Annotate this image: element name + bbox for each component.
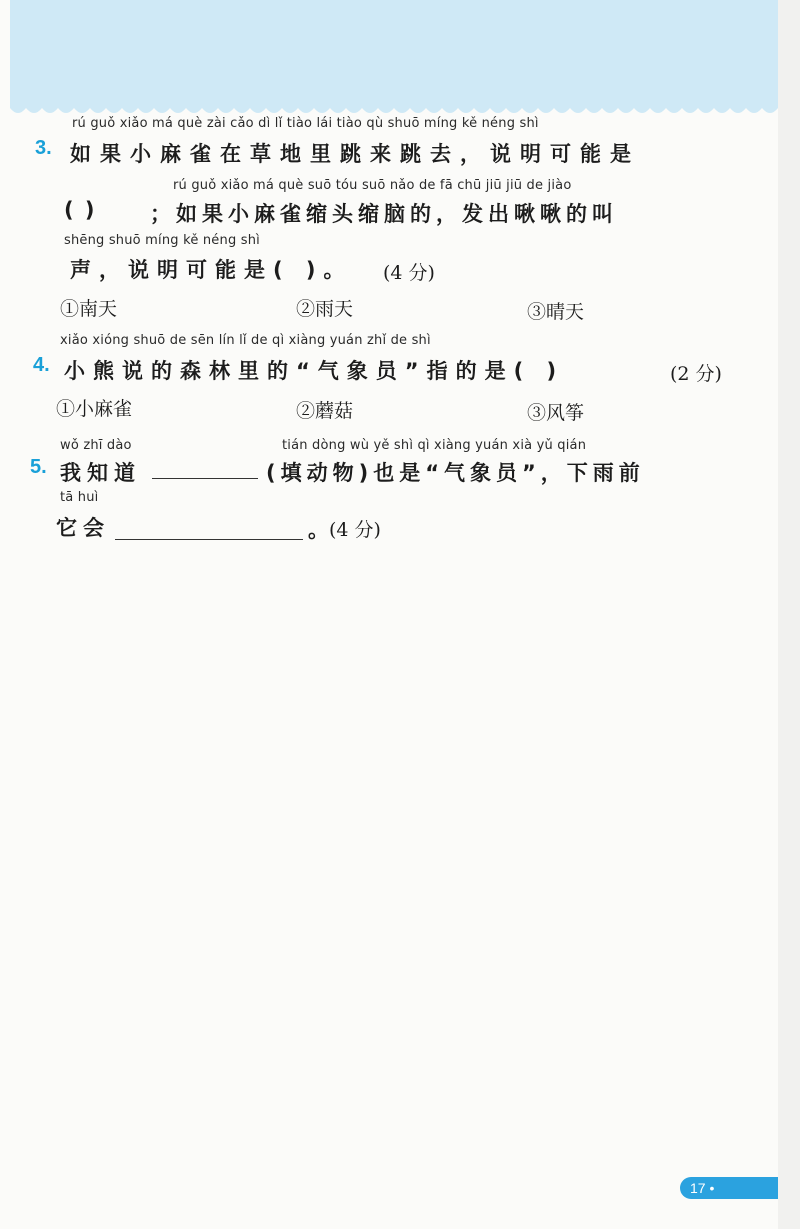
- q4-pinyin: xiǎo xióng shuō de sēn lín lǐ de qì xiàng yuán zhǐ de shì: [60, 333, 431, 348]
- q5-text-2: 它会: [56, 516, 110, 540]
- q4-text: 小熊说的森林里的“气象员”指的是( ): [64, 359, 565, 383]
- q3-pinyin-line-1: rú guǒ xiǎo má què zài cǎo dì lǐ tiào lái tiào qù shuō míng kě néng shì: [72, 116, 539, 131]
- q5-blank-behavior[interactable]: [115, 539, 303, 540]
- q4-number: 4.: [33, 354, 50, 376]
- q3-answer-blank-1[interactable]: ( ): [64, 198, 97, 222]
- q3-pinyin-line-2: rú guǒ xiǎo má què suō tóu suō nǎo de fā chū jiū jiū de jiào: [173, 178, 572, 193]
- header-band: [10, 0, 778, 108]
- q5-number: 5.: [30, 456, 47, 478]
- q3-number: 3.: [35, 137, 52, 159]
- wave-edge: [10, 96, 778, 118]
- q3-text-line-2: ；如果小麻雀缩头缩脑的，发出啾啾的叫: [150, 202, 618, 226]
- q4-option-3[interactable]: ③风筝: [527, 402, 585, 424]
- q5-text-2-end: 。: [308, 518, 338, 542]
- q5-pinyin-1b: tián dòng wù yě shì qì xiàng yuán xià yǔ qián: [282, 438, 587, 453]
- q4-option-1[interactable]: ①小麻雀: [56, 398, 133, 420]
- q5-text-1a: 我知道: [60, 461, 141, 485]
- q3-text-line-1: 如果小麻雀在草地里跳来跳去，说明可能是: [70, 142, 640, 166]
- q3-option-3[interactable]: ③晴天: [527, 301, 585, 323]
- q5-pinyin-2: tā huì: [60, 490, 99, 505]
- q3-text-line-3: 声，说明可能是( )。: [70, 258, 353, 282]
- page-edge: [778, 0, 800, 1229]
- q5-blank-animal[interactable]: [152, 478, 258, 479]
- page-number-badge: [680, 1177, 778, 1199]
- q5-score: (4 分): [329, 519, 381, 541]
- q3-score: (4 分): [383, 262, 435, 284]
- q4-score: (2 分): [670, 363, 722, 385]
- q5-pinyin-1a: wǒ zhī dào: [60, 438, 132, 453]
- q5-text-1b: (填动物)也是“气象员”，下雨前: [266, 461, 645, 485]
- q4-option-2[interactable]: ②蘑菇: [296, 400, 354, 422]
- q3-pinyin-line-3: shēng shuō míng kě néng shì: [64, 233, 260, 248]
- q3-option-2[interactable]: ②雨天: [296, 298, 354, 320]
- page-number: 17 •: [690, 1180, 715, 1196]
- q3-option-1[interactable]: ①南天: [60, 298, 118, 320]
